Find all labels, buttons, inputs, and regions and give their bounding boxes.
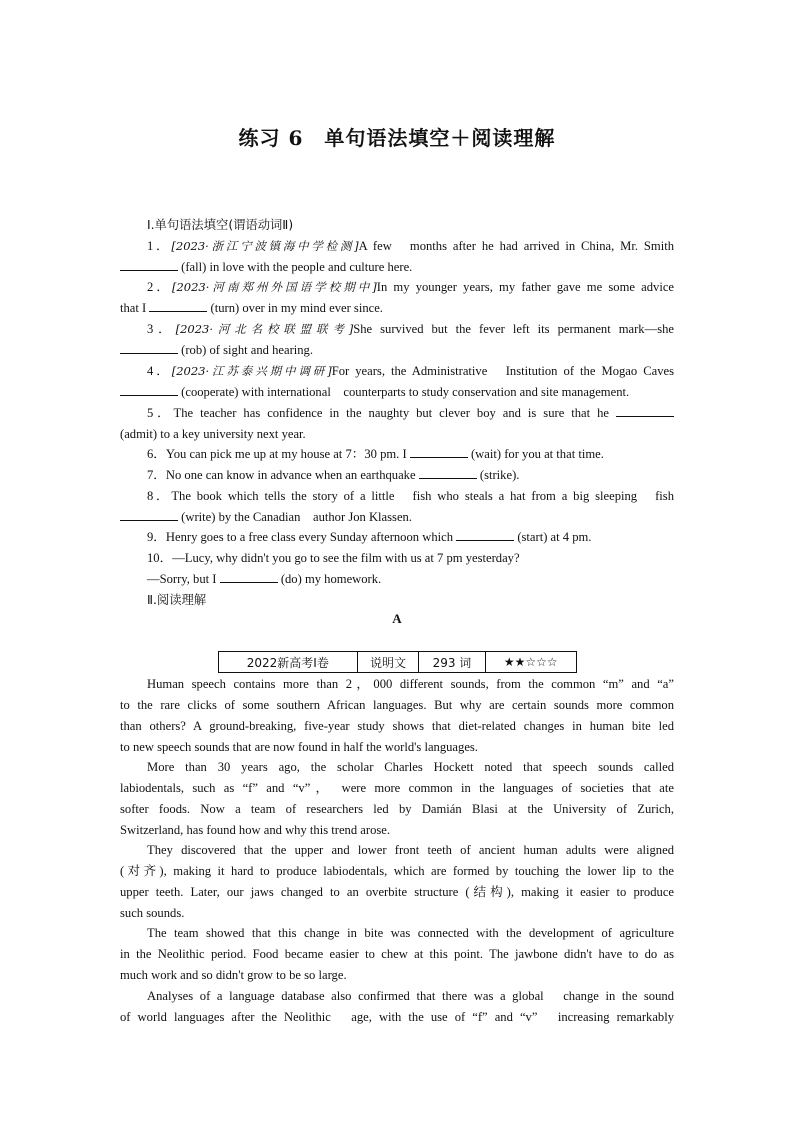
question-5-cont: (admit) to a key university next year. bbox=[120, 427, 306, 441]
answer-blank[interactable] bbox=[410, 446, 468, 458]
passage-line: More than 30 years ago, the scholar Charles Hockett noted that speech sounds called bbox=[147, 760, 674, 774]
passage-line: The team showed that this change in bite was connected with the development of agriculture bbox=[147, 926, 674, 940]
section-heading-grammar: Ⅰ.单句语法填空(谓语动词Ⅱ) bbox=[147, 218, 294, 232]
passage-line: much work and so didn't grow to be so large. bbox=[120, 968, 347, 982]
question-4-cont: (cooperate) with international counterparts to study conservation and site management. bbox=[120, 384, 629, 400]
answer-blank[interactable] bbox=[456, 529, 514, 541]
passage-line: of world languages after the Neolithic age, with the use of “f” and “v” increasing remarkably bbox=[120, 1010, 674, 1024]
passage-line: than others? A ground-breaking, five-year study shows that diet-related changes in human bite led bbox=[120, 719, 674, 733]
answer-blank[interactable] bbox=[419, 467, 477, 479]
question-2: 2．[2023·河南郑州外国语学校期中]In my younger years, my father gave me some advice bbox=[147, 280, 675, 294]
answer-blank[interactable] bbox=[120, 509, 178, 521]
meta-wordcount: 293 词 bbox=[419, 652, 485, 673]
question-1: 1．[2023·浙江宁波镇海中学检测]A few months after he had arrived in China, Mr. Smith bbox=[147, 239, 674, 253]
meta-difficulty: ★★☆☆☆ bbox=[485, 652, 576, 673]
question-9: 9．Henry goes to a free class every Sunday afternoon which (start) at 4 pm. bbox=[147, 530, 592, 544]
passage-line: to new speech sounds that are now found in half the world's languages. bbox=[120, 740, 478, 754]
meta-genre: 说明文 bbox=[357, 652, 419, 673]
passage-label: A bbox=[392, 611, 402, 626]
question-8: 8．The book which tells the story of a little fish who steals a hat from a big sleeping fish bbox=[147, 489, 675, 503]
passage-line: Analyses of a language database also confirmed that there was a global change in the sound bbox=[147, 989, 674, 1003]
question-5: 5．The teacher has confidence in the naughty but clever boy and is sure that he bbox=[147, 405, 674, 421]
question-4: 4．[2023·江苏泰兴期中调研]For years, the Administrative Institution of the Mogao Caves bbox=[147, 364, 674, 378]
page-title: 练习 6 单句语法填空＋阅读理解 bbox=[238, 126, 556, 150]
question-7: 7．No one can know in advance when an earthquake (strike). bbox=[147, 468, 520, 482]
passage-line: in the Neolithic period. Food became easier to chew at this point. The jawbone didn't have to do as bbox=[120, 947, 674, 961]
passage-line: (对齐), making it hard to produce labiodentals, which are formed by touching the lower lip to the bbox=[120, 864, 674, 878]
section-heading-reading: Ⅱ.阅读理解 bbox=[147, 593, 207, 607]
passage-line: upper teeth. Later, our jaws changed to an overbite structure (结构), making it easier to produce bbox=[120, 885, 674, 899]
passage-line: Human speech contains more than 2，000 different sounds, from the common “m” and “a” bbox=[147, 677, 674, 691]
passage-line: to the rare clicks of some southern African languages. But why are certain sounds more common bbox=[120, 698, 674, 712]
question-2-cont: that I (turn) over in my mind ever since. bbox=[120, 301, 383, 315]
question-3: 3．[2023·河北名校联盟联考]She survived but the fever left its permanent mark—she bbox=[147, 322, 674, 336]
passage-line: They discovered that the upper and lower front teeth of ancient human adults were aligned bbox=[147, 843, 674, 857]
passage-line: such sounds. bbox=[120, 906, 185, 920]
answer-blank[interactable] bbox=[616, 405, 674, 417]
passage-line: softer foods. Now a team of researchers led by Damián Blasi at the University of Zurich, bbox=[120, 802, 674, 816]
question-3-cont: (rob) of sight and hearing. bbox=[120, 342, 313, 358]
answer-blank[interactable] bbox=[149, 300, 207, 312]
answer-blank[interactable] bbox=[120, 342, 178, 354]
question-10: 10．—Lucy, why didn't you go to see the film with us at 7 pm yesterday? bbox=[147, 551, 520, 565]
answer-blank[interactable] bbox=[220, 571, 278, 583]
passage-meta-table bbox=[218, 651, 577, 673]
question-1-cont: (fall) in love with the people and culture here. bbox=[120, 259, 412, 275]
question-10-cont: —Sorry, but I (do) my homework. bbox=[147, 572, 382, 586]
answer-blank[interactable] bbox=[120, 259, 178, 271]
question-6: 6．You can pick me up at my house at 7：30 pm. I (wait) for you at that time. bbox=[147, 447, 604, 461]
passage-line: labiodentals, such as “f” and “v”， were more common in the languages of societies that ate bbox=[120, 781, 674, 795]
question-8-cont: (write) by the Canadian author Jon Klassen. bbox=[120, 509, 412, 525]
passage-line: Switzerland, has found how and why this trend arose. bbox=[120, 823, 391, 837]
meta-source: 2022新高考Ⅰ卷 bbox=[219, 652, 358, 673]
answer-blank[interactable] bbox=[120, 384, 178, 396]
